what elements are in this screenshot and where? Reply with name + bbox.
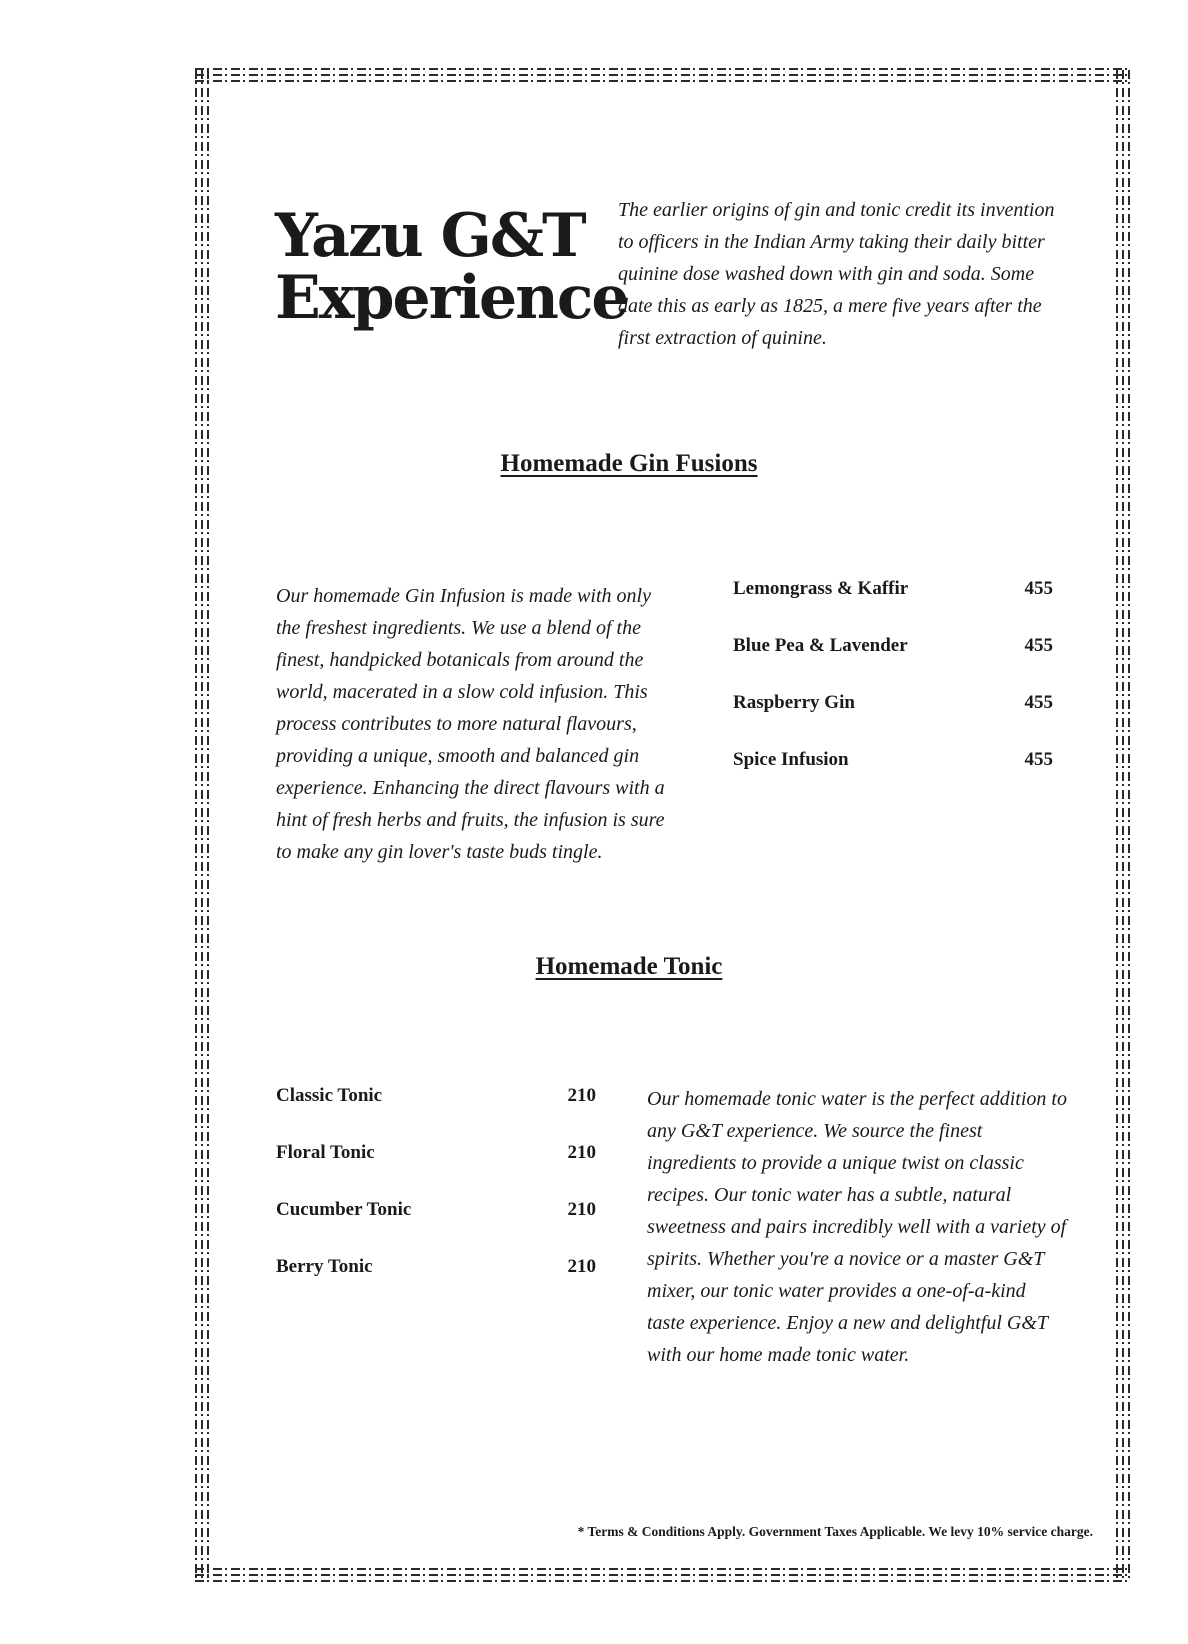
decorative-border-bottom: [195, 1568, 1130, 1582]
menu-item: [276, 1256, 596, 1313]
menu-item-name: Spice Infusion: [733, 749, 849, 770]
gin-section-description: Our homemade Gin Infusion is made with only the freshest ingredients. We use a blend of the finest, handpicked botanicals from around the world, macerated in a slow cold infusion. This process contributes to more natural flavours, providing a unique, smooth and balanced gin experience. Enhancing the direct flavours with a hint of fresh herbs and fruits, the infusion is sure to make any gin lover's taste buds tingle.: [276, 585, 665, 863]
menu-item-price: 210: [567, 1199, 596, 1220]
menu-item-name: Blue Pea & Lavender: [733, 635, 908, 656]
menu-item-name: Floral Tonic: [276, 1142, 375, 1163]
menu-item-price: 455: [1024, 578, 1053, 599]
gin-menu-list: [733, 578, 1053, 806]
page-title-line-1: Yazu G&T: [275, 201, 585, 271]
menu-item-name: Berry Tonic: [276, 1256, 373, 1277]
page-title-line-2: Experience: [275, 263, 628, 333]
page-title: [275, 201, 628, 333]
decorative-border-left: [195, 70, 209, 1582]
decorative-border-right: [1116, 70, 1130, 1582]
menu-item: [733, 578, 1053, 635]
tonic-menu-list: [276, 1085, 596, 1313]
menu-item-name: Raspberry Gin: [733, 692, 855, 713]
menu-item-price: 210: [567, 1256, 596, 1277]
menu-item-price: 455: [1024, 635, 1053, 656]
menu-item: [733, 749, 1053, 806]
intro-text: The earlier origins of gin and tonic credit its invention to officers in the Indian Army taking their daily bitter quinine dose washed down with gin and soda. Some date this as early as 1825, a mere five years after the first extraction of quinine.: [618, 199, 1055, 349]
menu-item: [276, 1085, 596, 1142]
menu-item-name: Classic Tonic: [276, 1085, 383, 1106]
menu-item-price: 210: [567, 1142, 596, 1163]
menu-item-price: 210: [567, 1085, 596, 1106]
terms-footnote: * Terms & Conditions Apply. Government Taxes Applicable. We levy 10% service charge.: [577, 1524, 1093, 1539]
menu-item: [276, 1142, 596, 1199]
menu-item-price: 455: [1024, 692, 1053, 713]
menu-item-name: Cucumber Tonic: [276, 1199, 412, 1220]
tonic-section-heading: Homemade Tonic: [535, 953, 723, 980]
decorative-border-top: [195, 68, 1130, 82]
menu-item-name: Lemongrass & Kaffir: [733, 578, 909, 599]
menu-item: [733, 635, 1053, 692]
menu-item: [733, 692, 1053, 749]
menu-item-price: 455: [1024, 749, 1053, 770]
gin-section-heading: Homemade Gin Fusions: [500, 450, 758, 477]
tonic-section-description: Our homemade tonic water is the perfect addition to any G&T experience. We source the finest ingredients to provide a unique twist on classic recipes. Our tonic water has a subtle, natural sweetness and pairs incredibly well with a variety of spirits. Whether you're a novice or a master G&T mixer, our tonic water provides a one-of-a-kind taste experience. Enjoy a new and delightful G&T with our home made tonic water.: [647, 1088, 1067, 1366]
menu-item: [276, 1199, 596, 1256]
